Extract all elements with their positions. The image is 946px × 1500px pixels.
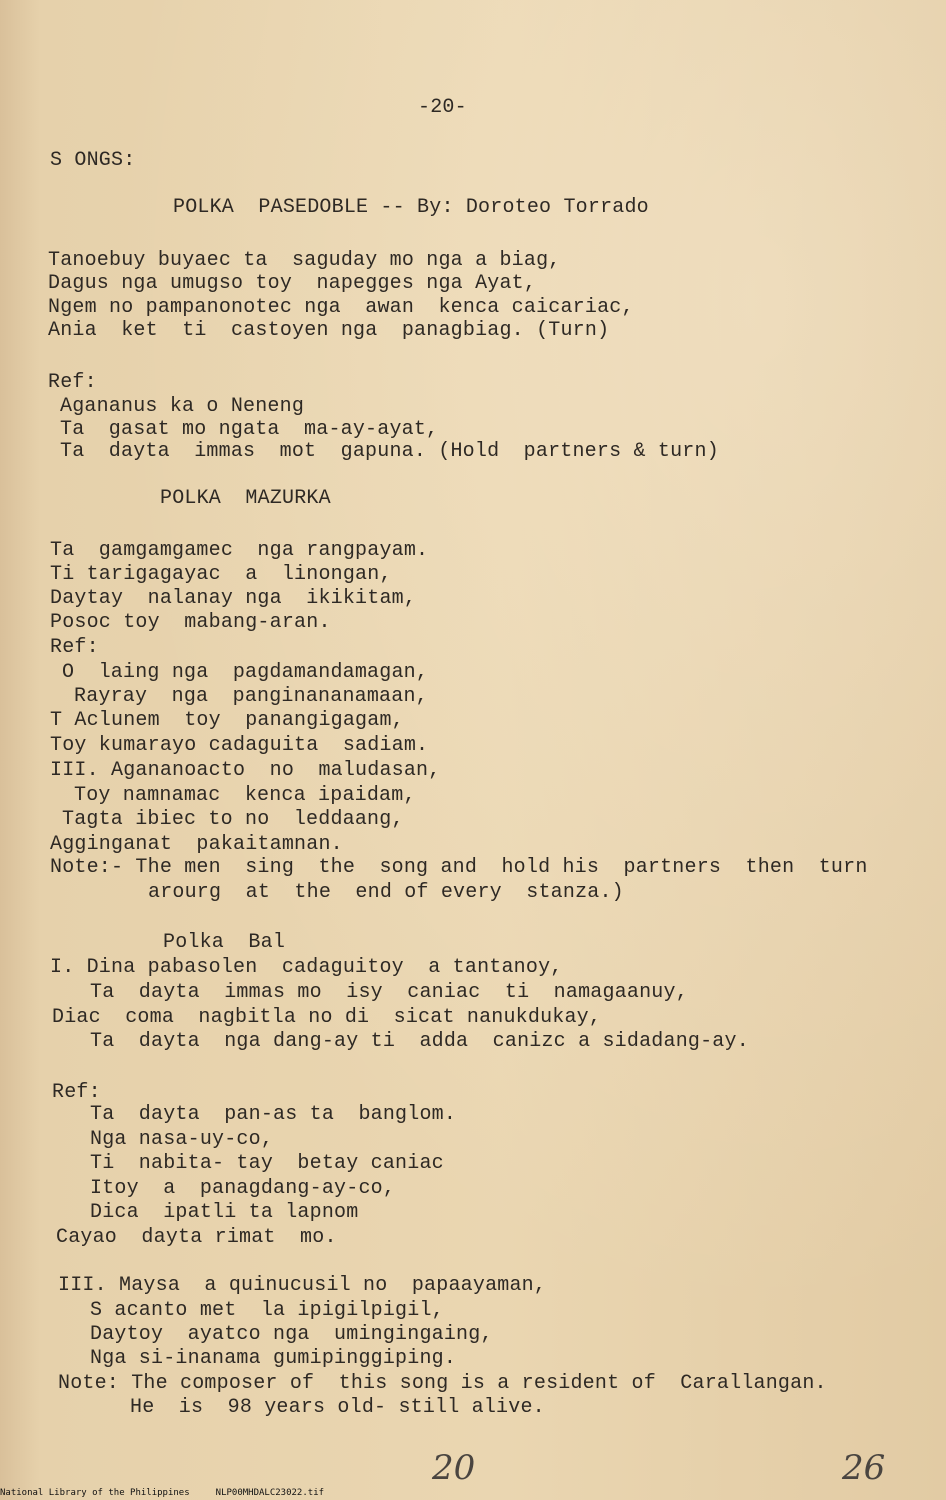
section-heading: S ONGS:: [50, 149, 136, 172]
lyric-line: Ta dayta pan-as ta banglom.: [90, 1103, 457, 1126]
lyric-line: Ti tarigagayac a linongan,: [50, 563, 392, 586]
lyric-line: Ania ket ti castoyen nga panagbiag. (Turn): [48, 319, 610, 342]
lyric-line: Rayray nga panginananamaan,: [74, 685, 428, 708]
lyric-line: O laing nga pagdamandamagan,: [62, 661, 429, 684]
song-title: POLKA PASEDOBLE -- By: Doroteo Torrado: [173, 196, 649, 219]
refrain-label: Ref:: [48, 371, 97, 394]
note-line: arourg at the end of every stanza.): [148, 881, 624, 904]
refrain-label: Ref:: [50, 636, 99, 659]
lyric-line: III. Maysa a quinucusil no papaayaman,: [58, 1274, 547, 1297]
lyric-line: Nga si-inanama gumipinggiping.: [90, 1347, 457, 1370]
lyric-line: Ta dayta nga dang-ay ti adda canizc a sidadang-ay.: [90, 1030, 749, 1053]
footer-library: National Library of the Philippines: [0, 1488, 190, 1498]
lyric-line: S acanto met la ipigilpigil,: [90, 1299, 444, 1322]
lyric-line: Agananus ka o Neneng: [60, 395, 305, 418]
lyric-line: Ta dayta immas mo isy caniac ti namagaanuy,: [90, 981, 688, 1004]
lyric-line: Posoc toy mabang-aran.: [50, 611, 331, 634]
lyric-line: Ti nabita- tay betay caniac: [90, 1152, 444, 1175]
lyric-line: Agginganat pakaitamnan.: [50, 833, 343, 856]
lyric-line: Nga nasa-uy-co,: [90, 1128, 274, 1151]
handwritten-folio-number: 26: [842, 1448, 886, 1488]
lyric-line: Dica ipatli ta lapnom: [90, 1201, 359, 1224]
lyric-line: Ngem no pampanonotec nga awan kenca caicariac,: [48, 296, 634, 319]
lyric-line: Toy namnamac kenca ipaidam,: [74, 784, 416, 807]
lyric-line: Diac coma nagbitla no di sicat nanukdukay,: [52, 1006, 602, 1029]
lyric-line: Ta gamgamgamec nga rangpayam.: [50, 539, 429, 562]
page-number: -20-: [418, 96, 467, 119]
lyric-line: Ta gasat mo ngata ma-ay-ayat,: [60, 418, 439, 441]
lyric-line: Toy kumarayo cadaguita sadiam.: [50, 734, 429, 757]
lyric-line: Cayao dayta rimat mo.: [56, 1226, 337, 1249]
song-title: Polka Bal: [163, 931, 286, 954]
lyric-line: Dagus nga umugso toy napegges nga Ayat,: [48, 272, 537, 295]
lyric-line: Daytay nalanay nga ikikitam,: [50, 587, 417, 610]
note-line: Note:- The men sing the song and hold his partners then turn: [50, 856, 868, 879]
lyric-line: Tagta ibiec to no leddaang,: [62, 808, 404, 831]
note-line: He is 98 years old- still alive.: [130, 1396, 545, 1419]
lyric-line: Tanoebuy buyaec ta saguday mo nga a biag,: [48, 249, 561, 272]
lyric-line: Itoy a panagdang-ay-co,: [90, 1177, 396, 1200]
refrain-label: Ref:: [52, 1081, 101, 1104]
handwritten-page-number: 20: [432, 1448, 476, 1488]
song-title: POLKA MAZURKA: [160, 487, 331, 510]
lyric-line: III. Agananoacto no maludasan,: [50, 759, 441, 782]
note-line: Note: The composer of this song is a resident of Carallangan.: [58, 1372, 827, 1395]
archive-footer: [0, 1488, 350, 1498]
footer-filename: NLP00MHDALC23022.tif: [215, 1488, 325, 1498]
lyric-line: T Aclunem toy panangigagam,: [50, 709, 404, 732]
lyric-line: Daytoy ayatco nga umingingaing,: [90, 1323, 493, 1346]
lyric-line: Ta dayta immas mot gapuna. (Hold partners & turn): [60, 440, 719, 463]
lyric-line: I. Dina pabasolen cadaguitoy a tantanoy,: [50, 956, 563, 979]
